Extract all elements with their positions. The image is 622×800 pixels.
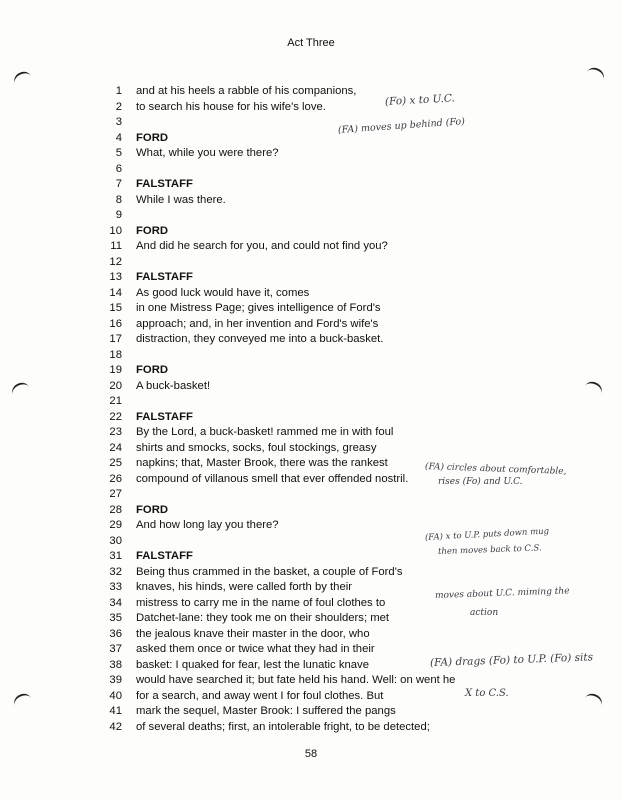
script-line xyxy=(0,208,622,224)
line-number: 38 xyxy=(109,658,122,671)
line-number: 9 xyxy=(115,209,122,221)
line-number: 4 xyxy=(115,131,122,144)
line-number: 22 xyxy=(109,410,122,423)
annotation-action: action xyxy=(470,608,499,618)
line-number: 29 xyxy=(109,519,122,531)
line-number: 35 xyxy=(109,612,122,624)
speaker-name: FALSTAFF xyxy=(136,271,193,283)
script-line xyxy=(0,332,622,348)
line-text: And did he search for you, and could not find you? xyxy=(136,240,388,252)
line-number: 7 xyxy=(115,178,122,190)
speaker-name: FALSTAFF xyxy=(136,178,193,190)
script-line xyxy=(0,84,622,100)
speaker-name: FORD xyxy=(136,503,169,516)
annotation-fa-puts-down-mug: (FA) x to U.P. puts down mug xyxy=(424,526,550,543)
script-line xyxy=(0,642,622,658)
script-line xyxy=(0,363,622,379)
annotation-ford-cross: (Fo) x to U.C. xyxy=(384,92,456,108)
script-line xyxy=(0,193,622,209)
line-number: 34 xyxy=(109,596,122,609)
line-text: Being thus crammed in the basket, a couple of Ford's xyxy=(136,565,403,578)
script-line xyxy=(0,704,622,720)
script-line xyxy=(0,580,622,596)
line-number: 27 xyxy=(109,488,122,500)
line-text: napkins; that, Master Brook, there was the rankest xyxy=(136,457,388,469)
script-line xyxy=(0,162,622,178)
line-text: for a search, and away went I for foul clothes. But xyxy=(136,689,384,702)
script-line xyxy=(0,673,622,689)
annotation-fa-drags: (FA) drags (Fo) to U.P. (Fo) sits xyxy=(429,651,594,669)
script-line xyxy=(0,503,622,519)
line-number: 2 xyxy=(115,100,122,113)
line-text: By the Lord, a buck-basket! rammed me in with foul xyxy=(136,426,394,438)
speaker-name: FORD xyxy=(136,364,169,376)
script-line xyxy=(0,131,622,147)
line-number: 19 xyxy=(109,364,122,376)
annotation-rises: rises (Fo) and U.C. xyxy=(438,477,523,487)
script-line xyxy=(0,518,622,534)
line-text: A buck-basket! xyxy=(136,379,211,392)
script-line xyxy=(0,689,622,705)
script-line xyxy=(0,224,622,240)
script-line xyxy=(0,239,622,255)
script-line xyxy=(0,565,622,581)
script-line xyxy=(0,255,622,271)
script-lines xyxy=(0,84,622,735)
line-number: 37 xyxy=(109,643,122,655)
line-number: 28 xyxy=(109,503,122,516)
script-line xyxy=(0,456,622,472)
script-line xyxy=(0,146,622,162)
line-text: the jealous knave their master in the door, who xyxy=(136,627,370,640)
line-number: 12 xyxy=(109,255,122,268)
line-text: As good luck would have it, comes xyxy=(136,286,310,299)
line-number: 40 xyxy=(109,689,122,702)
script-line xyxy=(0,472,622,488)
line-text: basket: I quaked for fear, lest the lunatic knave xyxy=(136,658,369,671)
line-number: 24 xyxy=(109,441,122,454)
page-header: Act Three xyxy=(287,37,335,49)
annotation-moves-back: then moves back to C.S. xyxy=(437,543,542,557)
script-line xyxy=(0,534,622,550)
script-line xyxy=(0,611,622,627)
line-number: 11 xyxy=(110,240,122,252)
script-line xyxy=(0,720,622,736)
speaker-name: FORD xyxy=(136,224,169,237)
line-number: 20 xyxy=(109,379,122,392)
line-number: 26 xyxy=(109,472,122,485)
line-number: 3 xyxy=(115,116,122,128)
line-number: 21 xyxy=(109,395,122,407)
line-number: 15 xyxy=(109,302,122,314)
annotation-miming: moves about U.C. miming the xyxy=(434,586,570,601)
annotation-fa-moves-behind: (FA) moves up behind (Fo) xyxy=(337,116,466,136)
line-number: 17 xyxy=(109,333,122,345)
script-line xyxy=(0,425,622,441)
line-text: knaves, his hinds, were called forth by their xyxy=(136,581,353,593)
line-number: 39 xyxy=(109,674,122,686)
line-text: shirts and smocks, socks, foul stockings, greasy xyxy=(136,441,377,454)
script-line xyxy=(0,441,622,457)
line-text: of several deaths; first, an intolerable fright, to be detected; xyxy=(136,720,430,733)
page-number: 58 xyxy=(304,748,318,760)
line-number: 6 xyxy=(115,162,122,175)
script-line xyxy=(0,286,622,302)
speaker-name: FORD xyxy=(136,131,169,144)
line-text: compound of villanous smell that ever offended nostril. xyxy=(136,472,409,485)
line-text: to search his house for his wife's love. xyxy=(136,100,326,113)
script-line xyxy=(0,658,622,674)
line-number: 10 xyxy=(109,224,122,237)
line-number: 14 xyxy=(109,286,122,299)
line-number: 16 xyxy=(109,317,122,330)
script-line xyxy=(0,410,622,426)
script-line xyxy=(0,100,622,116)
line-text: While I was there. xyxy=(136,193,226,206)
line-number: 8 xyxy=(115,193,122,206)
line-number: 1 xyxy=(115,85,122,97)
script-line xyxy=(0,270,622,286)
annotation-fa-circles: (FA) circles about comfortable, xyxy=(424,462,567,477)
line-number: 42 xyxy=(109,720,122,733)
line-text: and at his heels a rabble of his companions, xyxy=(136,85,357,97)
line-number: 33 xyxy=(109,581,122,593)
line-text: mark the sequel, Master Brook: I suffered the pangs xyxy=(136,705,396,717)
script-line xyxy=(0,627,622,643)
script-line xyxy=(0,177,622,193)
speaker-name: FALSTAFF xyxy=(136,550,193,562)
line-number: 31 xyxy=(109,550,122,562)
line-number: 36 xyxy=(109,627,122,640)
line-number: 32 xyxy=(109,565,122,578)
annotation-x-to-cs: X to C.S. xyxy=(465,688,509,699)
line-text: would have searched it; but fate held his hand. Well: on went he xyxy=(136,674,456,686)
script-line xyxy=(0,115,622,131)
line-number: 41 xyxy=(109,705,122,717)
line-number: 18 xyxy=(109,348,122,361)
script-line xyxy=(0,549,622,565)
speaker-name: FALSTAFF xyxy=(136,410,193,423)
line-text: And how long lay you there? xyxy=(136,519,279,531)
script-line xyxy=(0,596,622,612)
line-number: 5 xyxy=(115,147,122,159)
script-line xyxy=(0,301,622,317)
line-text: asked them once or twice what they had in their xyxy=(136,643,375,655)
line-number: 13 xyxy=(109,271,122,283)
line-text: Datchet-lane: they took me on their shoulders; met xyxy=(136,612,390,624)
line-text: What, while you were there? xyxy=(136,147,279,159)
line-text: distraction, they conveyed me into a buck-basket. xyxy=(136,333,384,345)
line-text: mistress to carry me in the name of foul clothes to xyxy=(136,596,386,609)
line-text: approach; and, in her invention and Ford's wife's xyxy=(136,317,379,330)
line-number: 23 xyxy=(109,426,122,438)
script-line xyxy=(0,317,622,333)
script-line xyxy=(0,394,622,410)
line-number: 30 xyxy=(109,534,122,547)
line-text: in one Mistress Page; gives intelligence of Ford's xyxy=(136,302,381,314)
script-line xyxy=(0,487,622,503)
line-number: 25 xyxy=(109,457,122,469)
script-line xyxy=(0,379,622,395)
script-line xyxy=(0,348,622,364)
